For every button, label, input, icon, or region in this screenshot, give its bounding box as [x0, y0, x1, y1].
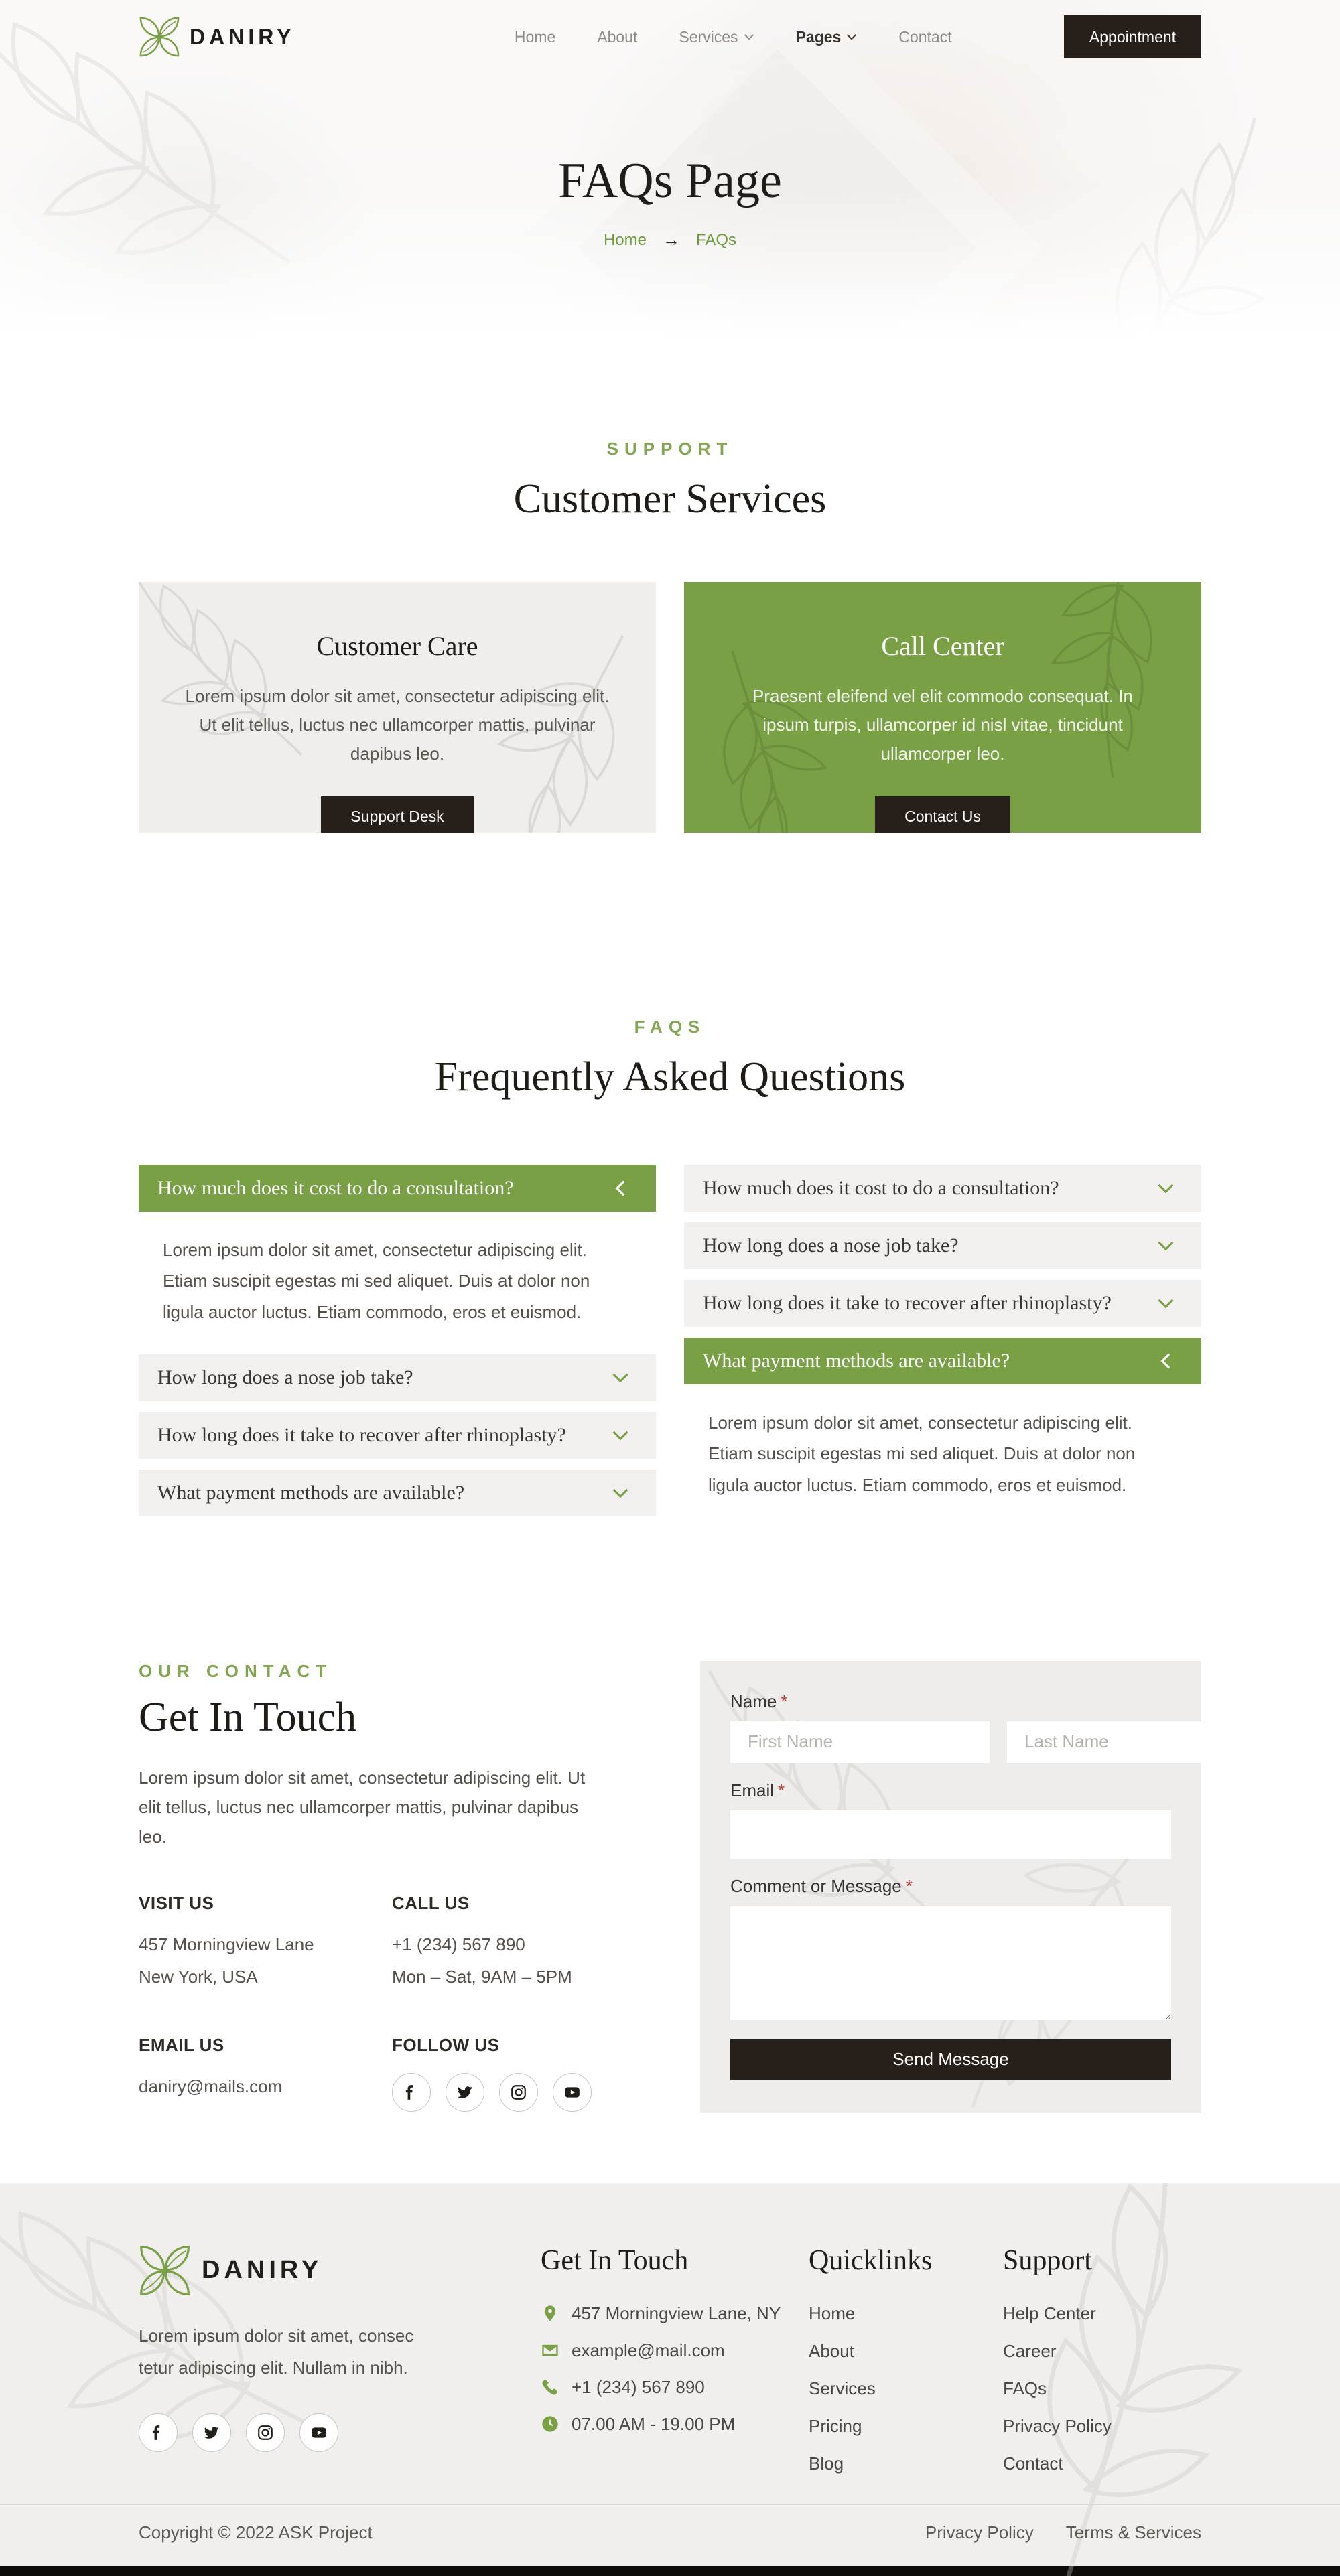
youtube-icon[interactable] [553, 2073, 592, 2112]
support-link-career[interactable]: Career [1003, 2340, 1057, 2361]
envelope-icon [541, 2341, 559, 2360]
chevron-down-icon [612, 1369, 629, 1386]
chevron-down-icon [1157, 1179, 1175, 1197]
nav-item-pages[interactable]: Pages [796, 28, 858, 46]
contact-section [0, 1661, 1340, 2113]
section-label: OUR CONTACT [139, 1660, 333, 1681]
page-end-bar [0, 2566, 1340, 2576]
footer [0, 2183, 1340, 2576]
footer-about-text: Lorem ipsum dolor sit amet, consec tetur adipiscing elit. Nullam in nibh. [139, 2325, 414, 2378]
faq-question[interactable]: How much does it cost to do a consultation? [684, 1165, 1201, 1212]
faq-column-right [684, 1165, 1201, 1527]
nav-item-about[interactable]: About [597, 27, 638, 46]
contact-info [139, 1661, 655, 2113]
faq-answer: Lorem ipsum dolor sit amet, consectetur adipiscing elit. Etiam suscipit egestas mi sed aliquet. Duis at dolor non ligula auctor luctus. Etiam commodo, eros et euismod. [139, 1212, 656, 1344]
footer-contact-column [541, 2244, 809, 2491]
contact-form [700, 1661, 1201, 2113]
send-message-button[interactable]: Send Message [730, 2039, 1171, 2080]
terms-services-link[interactable]: Terms & Services [1065, 2522, 1201, 2543]
customer-services-section [0, 338, 1340, 833]
faq-question[interactable]: How long does a nose job take? [139, 1354, 656, 1401]
visit-us-block [139, 1893, 392, 1993]
faq-question[interactable]: How long does it take to recover after rhinoplasty? [139, 1412, 656, 1459]
quicklink-home[interactable]: Home [809, 2303, 856, 2323]
message-textarea[interactable] [730, 1906, 1171, 2020]
section-label: FAQS [634, 1017, 706, 1037]
faq-question[interactable]: What payment methods are available? [139, 1470, 656, 1516]
footer-column-title: Get In Touch [541, 2244, 689, 2276]
info-heading: EMAIL US [139, 2034, 224, 2055]
privacy-policy-link[interactable]: Privacy Policy [925, 2522, 1034, 2543]
footer-address[interactable]: 457 Morningview Lane, NY [541, 2303, 809, 2324]
faq-item [139, 1470, 656, 1516]
nav-item-services[interactable]: Services [679, 28, 754, 46]
faq-answer: Lorem ipsum dolor sit amet, consectetur adipiscing elit. Etiam suscipit egestas mi sed aliquet. Duis at dolor non ligula auctor luctus. Etiam commodo, eros et euismod. [684, 1384, 1201, 1516]
breadcrumb-home-link[interactable]: Home [603, 230, 647, 249]
quicklink-pricing[interactable]: Pricing [809, 2415, 862, 2436]
info-heading: CALL US [392, 1893, 470, 1914]
quicklink-about[interactable]: About [809, 2340, 854, 2361]
copyright-text: Copyright © 2022 ASK Project [139, 2522, 373, 2543]
first-name-input[interactable] [730, 1721, 990, 1763]
email-line: daniry@mails.com [139, 2076, 283, 2096]
customer-care-card [139, 582, 656, 833]
quicklink-services[interactable]: Services [809, 2378, 876, 2399]
youtube-icon[interactable] [299, 2413, 338, 2452]
twitter-icon[interactable] [192, 2413, 231, 2452]
faq-item [684, 1280, 1201, 1327]
footer-phone[interactable]: +1 (234) 567 890 [541, 2377, 809, 2398]
follow-us-block [392, 2035, 645, 2112]
email-input[interactable] [730, 1810, 1171, 1859]
info-heading: VISIT US [139, 1893, 214, 1914]
footer-hours: 07.00 AM - 19.00 PM [541, 2414, 809, 2435]
footer-column-title: Quicklinks [809, 2244, 933, 2276]
footer-support-column [1003, 2244, 1201, 2491]
message-label: Comment or Message * [730, 1875, 913, 1896]
section-title: Frequently Asked Questions [434, 1054, 906, 1100]
faq-question[interactable]: How much does it cost to do a consultation? [139, 1165, 656, 1212]
last-name-input[interactable] [1007, 1721, 1266, 1763]
chevron-left-icon [1157, 1352, 1175, 1370]
faq-item [684, 1338, 1201, 1516]
name-label: Name * [730, 1691, 788, 1711]
support-link-privacy-policy[interactable]: Privacy Policy [1003, 2415, 1112, 2436]
call-us-block [392, 1893, 645, 1993]
nav-item-home[interactable]: Home [514, 27, 556, 46]
breadcrumb-current: FAQs [696, 230, 737, 249]
brand-logo[interactable] [139, 2244, 541, 2297]
contact-intro: Lorem ipsum dolor sit amet, consectetur adipiscing elit. Ut elit tellus, luctus nec ullamcorper mattis, pulvinar dapibus leo. [139, 1767, 586, 1847]
faq-item [139, 1412, 656, 1459]
chevron-left-icon [612, 1179, 629, 1197]
nav-item-contact[interactable]: Contact [898, 27, 952, 46]
chevron-down-icon [612, 1484, 629, 1502]
twitter-icon[interactable] [446, 2073, 484, 2112]
support-link-faqs[interactable]: FAQs [1003, 2378, 1047, 2399]
clock-icon [541, 2415, 559, 2433]
address-line: 457 Morningview Lane [139, 1934, 314, 1955]
faq-question[interactable]: What payment methods are available? [684, 1338, 1201, 1384]
brand-name: DANIRY [202, 2256, 323, 2285]
support-desk-button[interactable]: Support Desk [321, 796, 473, 833]
section-title: Get In Touch [139, 1694, 357, 1740]
required-mark: * [778, 1780, 785, 1800]
chevron-down-icon [1157, 1295, 1175, 1312]
faq-question[interactable]: How long does a nose job take? [684, 1222, 1201, 1269]
footer-quicklinks-column [809, 2244, 1003, 2491]
email-us-block [139, 2035, 392, 2112]
support-link-help-center[interactable]: Help Center [1003, 2303, 1096, 2323]
card-body: Praesent eleifend vel elit commodo consequat. In ipsum turpis, ullamcorper id nisl vitae, tincidunt ullamcorper leo. [752, 686, 1133, 764]
faq-item [139, 1165, 656, 1344]
phone-line: +1 (234) 567 890 [392, 1934, 525, 1955]
call-center-card [684, 582, 1201, 833]
faq-item [139, 1354, 656, 1401]
faq-question[interactable]: How long does it take to recover after rhinoplasty? [684, 1280, 1201, 1327]
chevron-down-icon [1157, 1237, 1175, 1255]
facebook-icon[interactable] [139, 2413, 178, 2452]
email-label: Email * [730, 1780, 785, 1800]
card-body: Lorem ipsum dolor sit amet, consectetur adipiscing elit. Ut elit tellus, luctus nec ullamcorper mattis, pulvinar dapibus leo. [185, 686, 610, 764]
contact-us-button[interactable]: Contact Us [875, 796, 1010, 833]
footer-brand-column [139, 2244, 541, 2491]
quicklink-blog[interactable]: Blog [809, 2453, 844, 2474]
required-mark: * [781, 1691, 788, 1711]
faq-column-left [139, 1165, 656, 1527]
info-heading: FOLLOW US [392, 2034, 500, 2055]
footer-column-title: Support [1003, 2244, 1093, 2276]
section-title: Customer Services [513, 476, 827, 522]
appointment-button[interactable]: Appointment [1064, 15, 1201, 58]
required-mark: * [905, 1875, 913, 1896]
hero-banner [0, 0, 1340, 338]
faq-item [684, 1222, 1201, 1269]
faq-item [684, 1165, 1201, 1212]
instagram-icon[interactable] [246, 2413, 285, 2452]
page-title: FAQs Page [558, 153, 782, 208]
support-link-contact[interactable]: Contact [1003, 2453, 1063, 2474]
card-title: Customer Care [316, 631, 478, 661]
hours-line: Mon – Sat, 9AM – 5PM [392, 1966, 572, 1987]
footer-email[interactable]: example@mail.com [541, 2340, 809, 2361]
phone-icon [541, 2378, 559, 2396]
flower-logo-icon [139, 2244, 191, 2297]
address-line: New York, USA [139, 1966, 258, 1987]
section-label: SUPPORT [606, 439, 734, 459]
instagram-icon[interactable] [499, 2073, 538, 2112]
breadcrumb [0, 230, 1340, 251]
facebook-icon[interactable] [392, 2073, 431, 2112]
chevron-down-icon [612, 1427, 629, 1444]
location-pin-icon [541, 2304, 559, 2323]
breadcrumb-arrow-icon: → [663, 230, 680, 250]
faq-section [0, 1017, 1340, 1527]
brand-name: DANIRY [190, 24, 295, 49]
card-title: Call Center [881, 631, 1004, 661]
